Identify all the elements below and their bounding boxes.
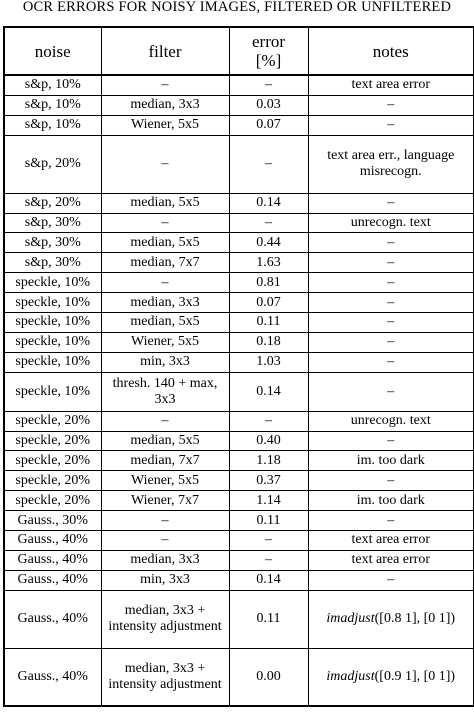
cell-error: – [229,411,308,431]
table-row [4,193,474,213]
cell-noise: speckle, 10% [4,313,101,333]
header-error-label: error [%] [251,32,286,70]
cell-error: 0.40 [229,431,308,451]
cell-filter: Wiener, 5x5 [101,471,229,491]
cell-noise: speckle, 10% [4,332,101,352]
table-row [4,570,474,590]
cell-notes: text area error [308,531,474,551]
table-row [4,491,474,511]
cell-noise: speckle, 20% [4,471,101,491]
table-row [4,411,474,431]
cell-noise: s&p, 10% [4,115,101,135]
table-row [4,511,474,531]
header-noise: noise [4,27,101,75]
cell-error: 1.03 [229,352,308,372]
cell-filter: median, 5x5 [101,431,229,451]
function-name: imadjust [326,611,375,627]
cell-error: 0.11 [229,313,308,333]
header-filter: filter [101,27,229,75]
table-row [4,115,474,135]
cell-filter: median, 5x5 [101,313,229,333]
table-row [4,550,474,570]
cell-filter: – [101,411,229,431]
cell-noise: speckle, 20% [4,431,101,451]
table-row [4,372,474,411]
cell-filter: min, 3x3 [101,352,229,372]
table-body [4,75,474,706]
function-name: imadjust [326,668,375,684]
cell-error: – [229,531,308,551]
ocr-errors-table [3,26,474,707]
cell-error: 0.03 [229,95,308,115]
cell-filter: Wiener, 7x7 [101,491,229,511]
cell-notes: – [308,570,474,590]
cell-filter: thresh. 140 + max, 3x3 [101,372,229,411]
table-row [4,352,474,372]
cell-noise: Gauss., 30% [4,511,101,531]
cell-noise: speckle, 20% [4,411,101,431]
cell-error: – [229,75,308,95]
cell-notes: im. too dark [308,451,474,471]
function-args: ([0.9 1], [0 1]) [374,668,456,684]
cell-filter: median, 3x3 [101,95,229,115]
cell-noise: Gauss., 40% [4,648,101,706]
cell-noise: speckle, 10% [4,372,101,411]
cell-filter: median, 7x7 [101,253,229,273]
cell-error: 0.00 [229,648,308,706]
cell-filter: min, 3x3 [101,570,229,590]
cell-notes: – [308,332,474,352]
cell-notes: – [308,253,474,273]
cell-noise: Gauss., 40% [4,570,101,590]
cell-error: 0.11 [229,590,308,648]
table-row [4,648,474,706]
cell-notes [308,590,474,648]
cell-filter: – [101,75,229,95]
table-row [4,213,474,233]
cell-filter: median, 3x3 + intensity adjustment [101,648,229,706]
cell-error: – [229,135,308,193]
header-row [4,27,474,75]
cell-noise: speckle, 10% [4,352,101,372]
cell-filter: – [101,511,229,531]
cell-filter: median, 7x7 [101,451,229,471]
cell-notes: – [308,293,474,313]
cell-noise: s&p, 20% [4,135,101,193]
table-row [4,233,474,253]
cell-noise: Gauss., 40% [4,531,101,551]
cell-filter: median, 3x3 + intensity adjustment [101,590,229,648]
cell-notes: – [308,95,474,115]
table-row [4,590,474,648]
cell-notes: text area error [308,75,474,95]
cell-notes: text area error [308,550,474,570]
cell-notes: unrecogn. text [308,213,474,233]
cell-error: 0.07 [229,115,308,135]
cell-noise: s&p, 10% [4,95,101,115]
cell-error: 1.18 [229,451,308,471]
cell-error: – [229,550,308,570]
cell-notes: – [308,193,474,213]
cell-filter: median, 3x3 [101,293,229,313]
cell-filter: median, 3x3 [101,550,229,570]
cell-filter: – [101,531,229,551]
cell-filter: Wiener, 5x5 [101,332,229,352]
cell-noise: speckle, 10% [4,293,101,313]
cell-notes: – [308,115,474,135]
cell-noise: s&p, 10% [4,75,101,95]
cell-error: 0.18 [229,332,308,352]
table-row [4,431,474,451]
cell-noise: speckle, 10% [4,273,101,293]
cell-noise: s&p, 30% [4,253,101,273]
cell-notes: – [308,372,474,411]
cell-error: 0.14 [229,570,308,590]
table-row [4,75,474,95]
cell-error: 0.44 [229,233,308,253]
cell-noise: speckle, 20% [4,451,101,471]
cell-error: 0.37 [229,471,308,491]
cell-notes: im. too dark [308,491,474,511]
cell-notes: – [308,431,474,451]
cell-notes: text area err., language misrecogn. [308,135,474,193]
table-row [4,471,474,491]
cell-filter: – [101,273,229,293]
table-row [4,293,474,313]
cell-error: 0.14 [229,193,308,213]
header-error [229,27,308,75]
cell-error: 0.11 [229,511,308,531]
cell-notes: unrecogn. text [308,411,474,431]
table-caption: OCR ERRORS FOR NOISY IMAGES, FILTERED OR UNFILTERED [22,0,452,15]
cell-error: 0.07 [229,293,308,313]
table-row [4,313,474,333]
cell-error: 1.63 [229,253,308,273]
table-row [4,95,474,115]
cell-error: 0.81 [229,273,308,293]
table-row [4,531,474,551]
table-row [4,451,474,471]
cell-filter: – [101,135,229,193]
cell-notes: – [308,313,474,333]
table-row [4,332,474,352]
cell-notes: – [308,233,474,253]
cell-error: 1.14 [229,491,308,511]
function-args: ([0.8 1], [0 1]) [374,611,456,627]
cell-notes: – [308,511,474,531]
table-row [4,135,474,193]
cell-error: 0.14 [229,372,308,411]
table-row [4,273,474,293]
header-notes: notes [308,27,474,75]
cell-notes: – [308,352,474,372]
cell-filter: median, 5x5 [101,193,229,213]
cell-notes [308,648,474,706]
cell-noise: Gauss., 40% [4,590,101,648]
cell-filter: median, 5x5 [101,233,229,253]
cell-filter: – [101,213,229,233]
cell-error: – [229,213,308,233]
cell-notes: – [308,471,474,491]
cell-noise: s&p, 20% [4,193,101,213]
cell-filter: Wiener, 5x5 [101,115,229,135]
table-row [4,253,474,273]
cell-notes: – [308,273,474,293]
cell-noise: s&p, 30% [4,213,101,233]
cell-noise: Gauss., 40% [4,550,101,570]
cell-noise: speckle, 20% [4,491,101,511]
cell-noise: s&p, 30% [4,233,101,253]
